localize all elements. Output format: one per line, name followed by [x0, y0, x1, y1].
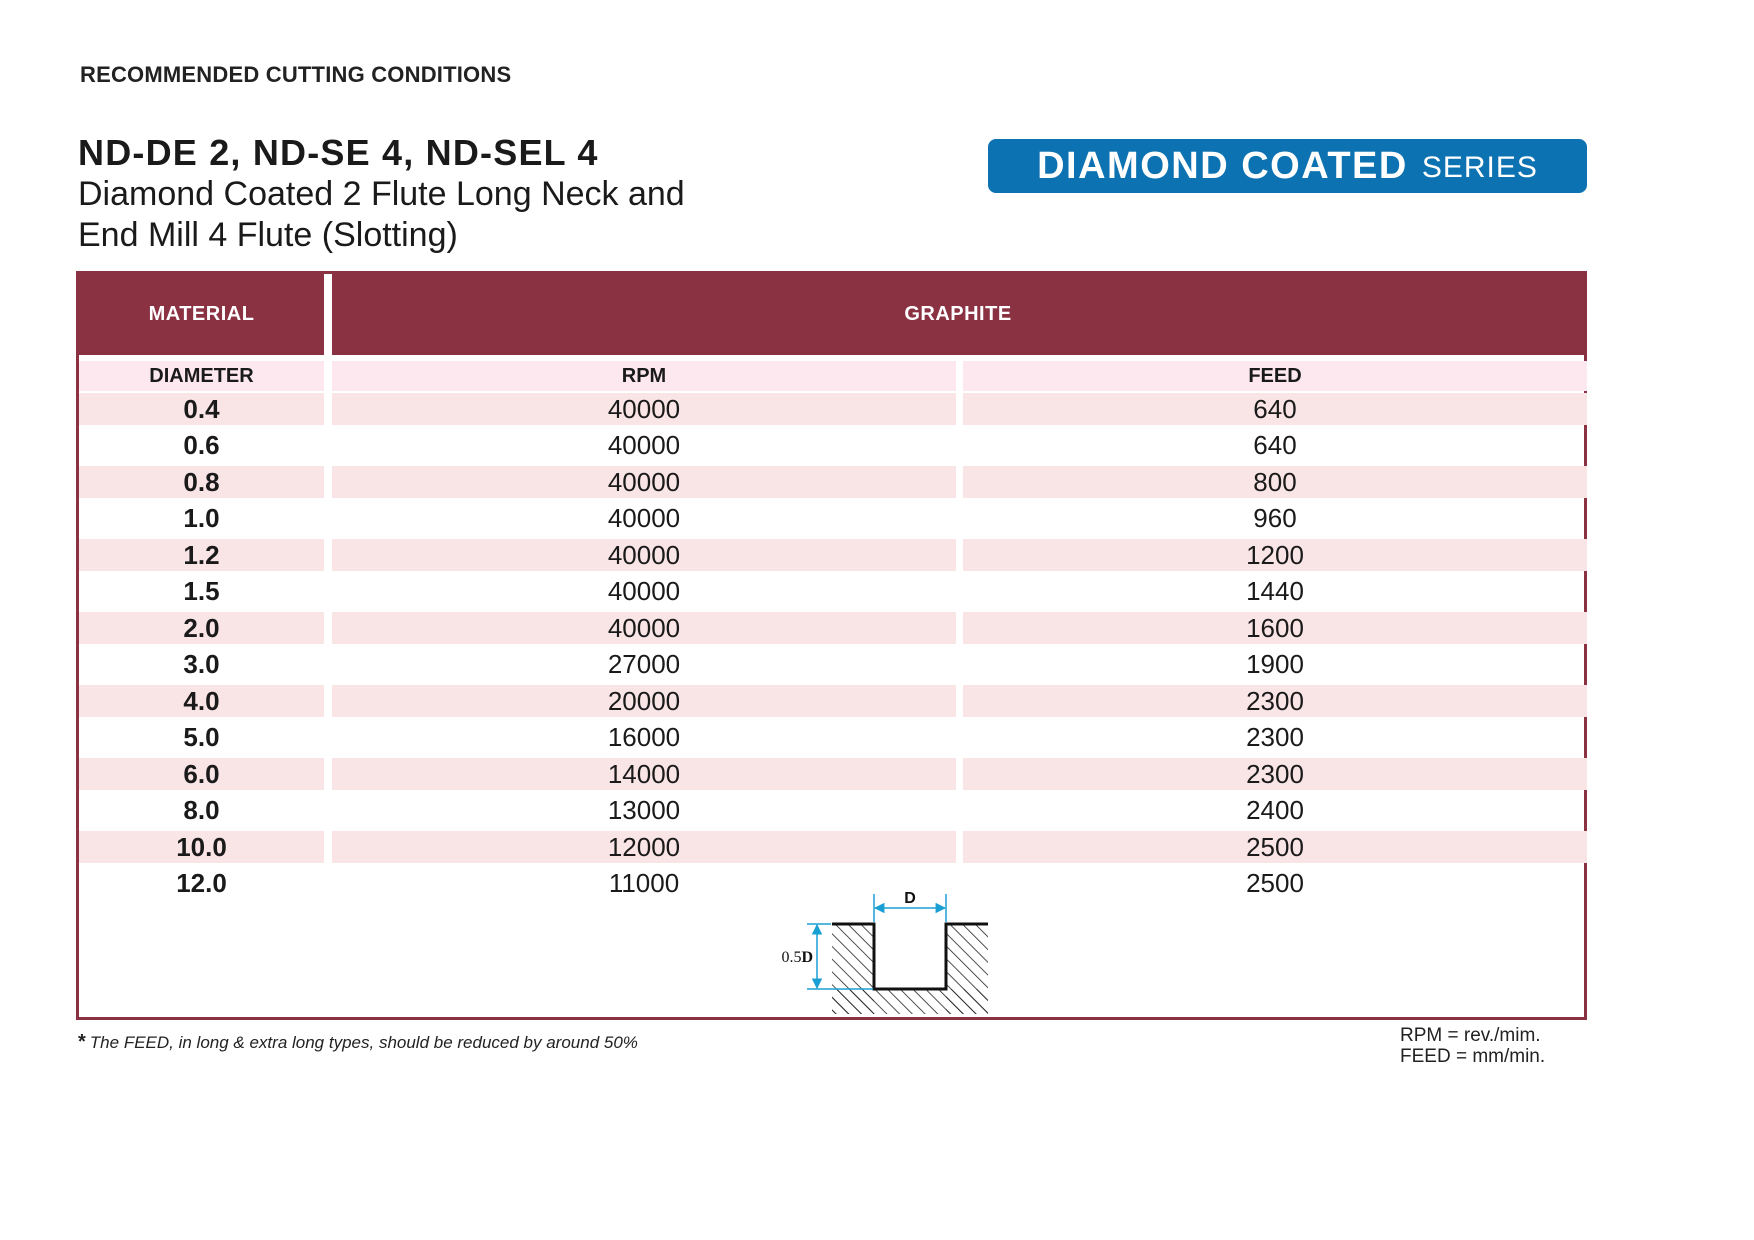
table-row	[79, 647, 1584, 684]
rpm-cell: 14000	[332, 758, 956, 790]
feed-column-header: FEED	[963, 361, 1587, 391]
diameter-column-header: DIAMETER	[79, 361, 324, 391]
rpm-cell: 40000	[607, 503, 681, 533]
badge-main-text: DIAMOND COATED	[1037, 144, 1408, 187]
diameter-cell: 1.5	[183, 576, 220, 606]
series-badge	[988, 139, 1587, 193]
diameter-cell: 3.0	[183, 649, 220, 679]
rpm-cell: 27000	[607, 649, 681, 679]
rpm-cell: 40000	[332, 612, 956, 644]
cutting-conditions-table	[76, 271, 1587, 1020]
diameter-cell: 8.0	[183, 795, 220, 825]
material-value-header: GRAPHITE	[332, 274, 1584, 355]
feed-cell: 960	[1253, 503, 1297, 533]
table-row	[79, 574, 1584, 611]
footnote	[78, 1031, 638, 1054]
badge-sub-text: SERIES	[1421, 151, 1538, 184]
rpm-cell: 40000	[332, 466, 956, 498]
width-label: D	[904, 890, 916, 907]
diameter-cell: 12.0	[176, 868, 227, 898]
units-feed: FEED = mm/min.	[1400, 1046, 1546, 1067]
table-row	[79, 829, 1584, 866]
table-row	[79, 428, 1584, 465]
depth-label-factor: 0.5	[781, 949, 802, 966]
rpm-cell: 40000	[332, 393, 956, 425]
diameter-cell: 0.6	[183, 430, 220, 460]
feed-cell: 1600	[963, 612, 1587, 644]
diameter-cell: 10.0	[79, 831, 324, 863]
feed-cell: 1900	[1246, 649, 1304, 679]
units-legend	[1400, 1025, 1586, 1067]
diameter-cell: 4.0	[79, 685, 324, 717]
diameter-cell: 1.2	[79, 539, 324, 571]
table-body	[79, 391, 1584, 902]
diameter-cell: 0.4	[79, 393, 324, 425]
bottom-hatch	[832, 989, 988, 1014]
units-rpm: RPM = rev./mim.	[1400, 1025, 1541, 1046]
table-row	[79, 683, 1584, 720]
section-title: RECOMMENDED CUTTING CONDITIONS	[80, 62, 512, 87]
diameter-cell: 5.0	[183, 722, 220, 752]
slot-diagram	[769, 884, 1099, 1019]
table-row	[79, 756, 1584, 793]
rpm-cell: 40000	[607, 430, 681, 460]
footnote-asterisk: *	[78, 1031, 86, 1053]
product-codes: ND-DE 2, ND-SE 4, ND-SEL 4	[78, 132, 599, 173]
rpm-cell: 13000	[607, 795, 681, 825]
product-description	[78, 174, 838, 256]
diameter-cell: 0.8	[79, 466, 324, 498]
feed-cell: 2300	[963, 758, 1587, 790]
description-line-2: End Mill 4 Flute (Slotting)	[78, 216, 458, 254]
table-row	[79, 610, 1584, 647]
table-row	[79, 720, 1584, 757]
rpm-cell: 20000	[332, 685, 956, 717]
depth-label-d: D	[801, 949, 813, 966]
feed-cell: 1440	[1246, 576, 1304, 606]
table-row	[79, 391, 1584, 428]
material-header: MATERIAL	[79, 274, 324, 355]
rpm-cell: 40000	[332, 539, 956, 571]
description-line-1: Diamond Coated 2 Flute Long Neck and	[78, 175, 685, 213]
table-row	[79, 793, 1584, 830]
feed-cell: 640	[963, 393, 1587, 425]
feed-cell: 2300	[1246, 722, 1304, 752]
feed-cell: 640	[1253, 430, 1297, 460]
rpm-cell: 40000	[607, 576, 681, 606]
rpm-column-header: RPM	[332, 361, 956, 391]
table-row	[79, 464, 1584, 501]
table-row	[79, 501, 1584, 538]
rpm-cell: 12000	[332, 831, 956, 863]
rpm-cell: 16000	[607, 722, 681, 752]
feed-cell: 1200	[963, 539, 1587, 571]
depth-label	[781, 949, 813, 966]
feed-cell: 2300	[963, 685, 1587, 717]
feed-cell: 2400	[1246, 795, 1304, 825]
feed-cell: 2500	[1246, 868, 1304, 898]
rpm-cell: 11000	[608, 868, 680, 898]
feed-cell: 800	[963, 466, 1587, 498]
diameter-cell: 1.0	[183, 503, 220, 533]
diameter-cell: 6.0	[79, 758, 324, 790]
slot-cavity	[874, 923, 946, 989]
diameter-cell: 2.0	[79, 612, 324, 644]
feed-cell: 2500	[963, 831, 1587, 863]
footnote-text: The FEED, in long & extra long types, should be reduced by around 50%	[89, 1033, 638, 1052]
table-row	[79, 537, 1584, 574]
